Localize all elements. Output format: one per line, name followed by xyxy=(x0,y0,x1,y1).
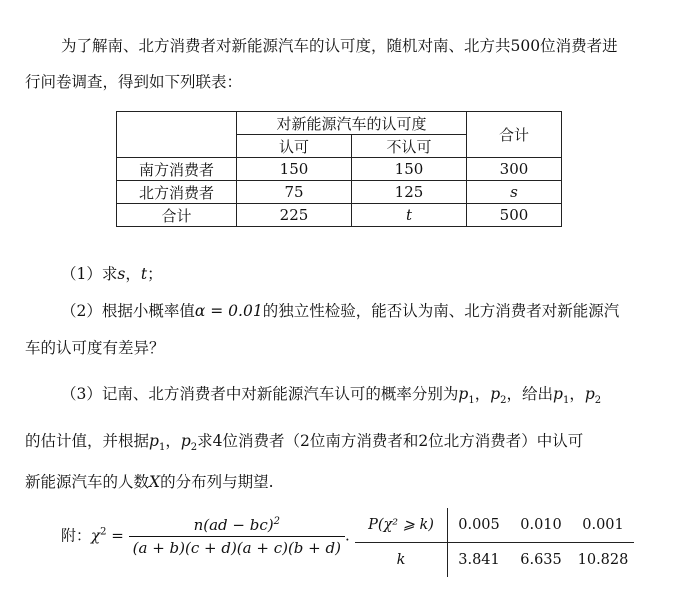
cell-approve: 225 xyxy=(237,204,352,227)
question-3-line-2: 的估计值，并根据$p_1$，$p_2$求4位消费者（2位南方消费者和2位北方消费者）中认可 xyxy=(25,432,584,454)
cell-total: 500 xyxy=(467,204,562,227)
cell-approve: 75 xyxy=(237,181,352,204)
question-2-line-2: 车的认可度有差异？ xyxy=(25,339,165,357)
formula-denominator: (a + b)(c + d)(a + c)(b + d) xyxy=(132,539,341,557)
question-2-line-1: （2）根据小概率值α = 0.01的独立性检验，能否认为南、北方消费者对新能源汽 xyxy=(61,302,620,320)
prob-value: 0.001 xyxy=(572,508,634,543)
header-disapprove: 不认可 xyxy=(352,135,467,158)
intro-line-2: 行问卷调查，得到如下列联表： xyxy=(25,73,243,91)
cell-disapprove: 150 xyxy=(352,158,467,181)
total-header: 合计 xyxy=(467,112,562,158)
header-approve: 认可 xyxy=(237,135,352,158)
critical-value-table xyxy=(355,508,634,577)
prob-value: 0.010 xyxy=(510,508,572,543)
row-label: 北方消费者 xyxy=(117,181,237,204)
row-label: 南方消费者 xyxy=(117,158,237,181)
k-value: 3.841 xyxy=(458,552,500,568)
cell-approve: 150 xyxy=(237,158,352,181)
table-row xyxy=(117,181,562,204)
prob-value: 0.005 xyxy=(448,508,511,543)
row-label: 合计 xyxy=(117,204,237,227)
cell-total: 300 xyxy=(467,158,562,181)
contingency-table xyxy=(116,111,562,227)
cell-total: s xyxy=(467,181,562,204)
question-3-line-3: 新能源汽车的人数X的分布列与期望. xyxy=(25,473,274,491)
question-1: （1）求s，t； xyxy=(61,265,163,283)
cell-disapprove: 125 xyxy=(352,181,467,204)
table-row xyxy=(117,158,562,181)
formula-numerator: n(ad − bc)$^2$ xyxy=(129,516,345,537)
prob-row-label: P(χ² ⩾ k) xyxy=(355,508,448,543)
k-value: 6.635 xyxy=(520,552,562,568)
table-corner-cell xyxy=(117,112,237,158)
cell-disapprove: t xyxy=(352,204,467,227)
intro-line-1: 为了解南、北方消费者对新能源汽车的认可度，随机对南、北方共500位消费者进 xyxy=(61,37,618,55)
table-row xyxy=(117,204,562,227)
formula-fraction xyxy=(129,516,345,557)
k-row-label: k xyxy=(355,543,448,578)
question-3-line-1: （3）记南、北方消费者中对新能源汽车认可的概率分别为$p_1$，$p_2$，给出$p_1$，$p_2$ xyxy=(61,385,602,407)
group-header: 对新能源汽车的认可度 xyxy=(237,112,467,135)
chi-square-formula: 附：$\chi^2$ = $\frac{n(ad - bc)^2}{(a + b)(c + d)(a + c)(b + d)}$ . xyxy=(61,516,350,557)
k-value: 10.828 xyxy=(577,552,629,568)
